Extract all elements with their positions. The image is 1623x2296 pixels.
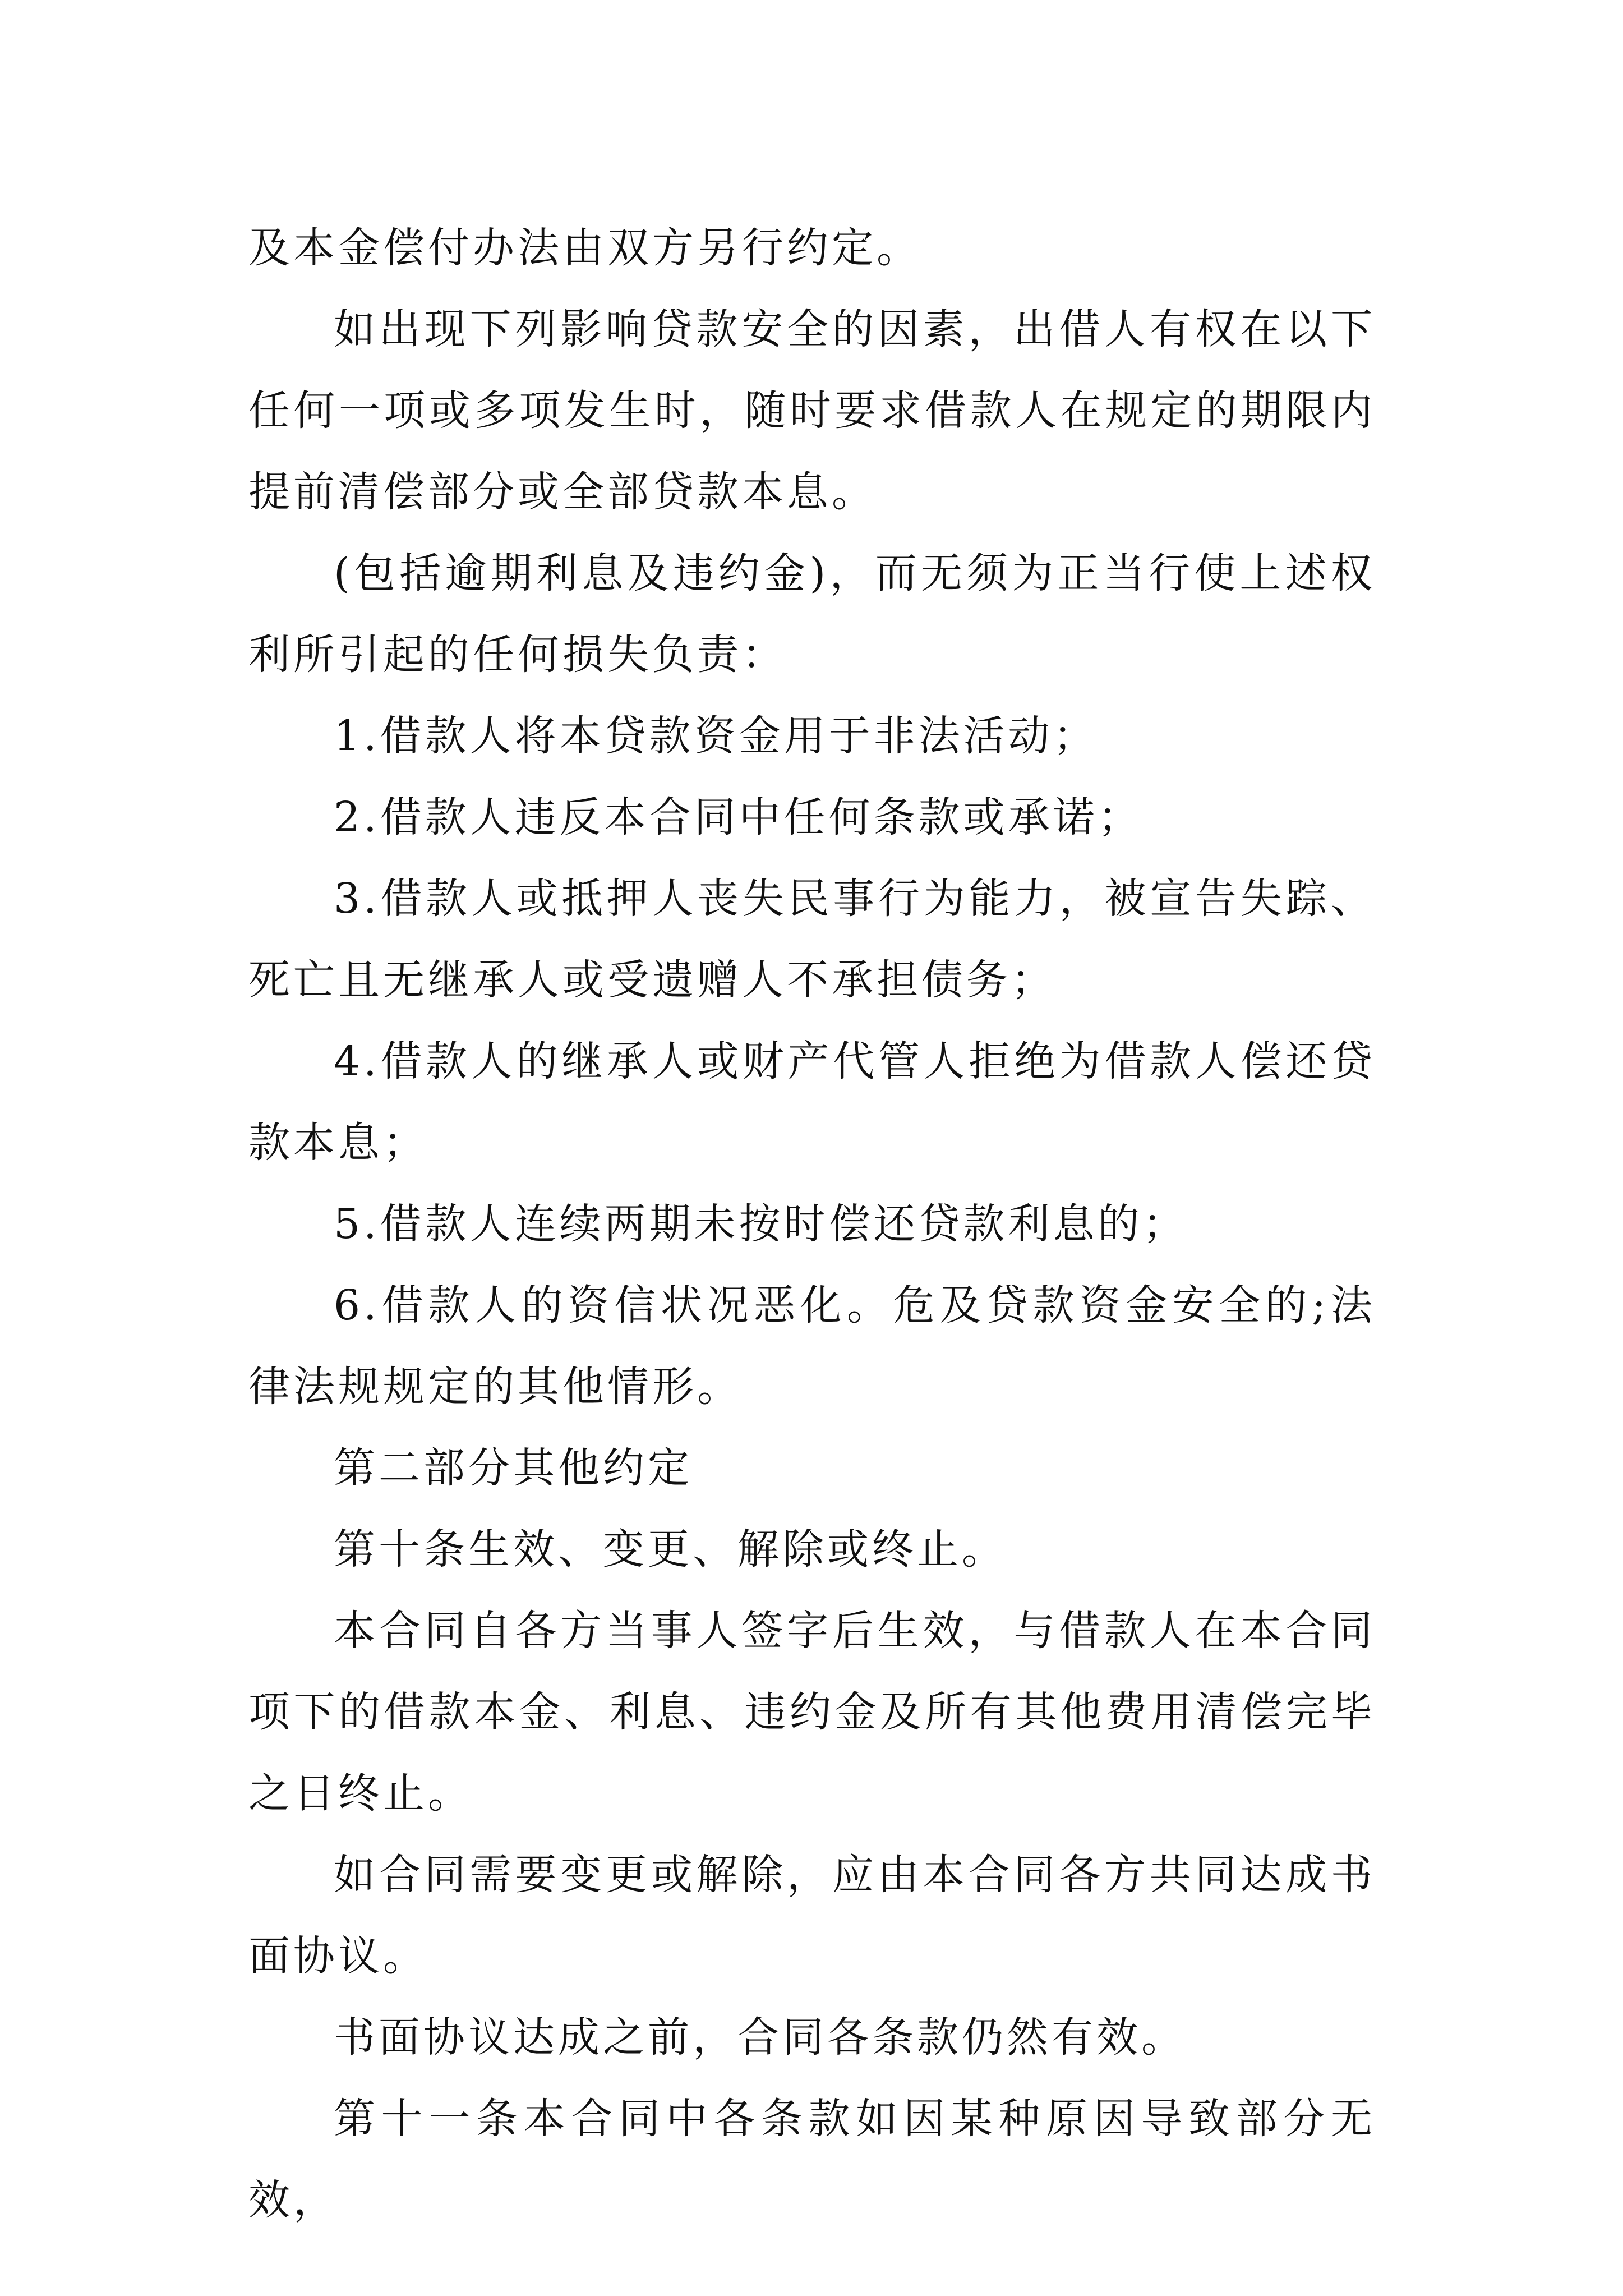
- list-item-3: 3.借款人或抵押人丧失民事行为能力，被宣告失踪、死亡且无继承人或受遗赠人不承担债务；: [248, 875, 1376, 1004]
- article-heading-10: 第十条生效、变更、解除或终止。: [334, 1525, 1007, 1573]
- paragraph-change: 如合同需要变更或解除，应由本合同各方共同达成书面协议。: [248, 1851, 1376, 1980]
- document-body: [248, 208, 1376, 2241]
- paragraph-validity: 书面协议达成之前，合同各条款仍然有效。: [334, 2013, 1186, 2062]
- list-item-4: 4.借款人的继承人或财产代管人拒绝为借款人偿还贷款本息；: [248, 1037, 1376, 1167]
- paragraph-2: 如出现下列影响贷款安全的因素，出借人有权在以下任何一项或多项发生时，随时要求借款人在规定的期限内提前清偿部分或全部贷款本息。: [248, 305, 1376, 516]
- list-item-2: 2.借款人违反本合同中任何条款或承诺；: [334, 793, 1143, 841]
- paragraph-effect: 本合同自各方当事人签字后生效，与借款人在本合同项下的借款本金、利息、违约金及所有其他费用清偿完毕之日终止。: [248, 1607, 1376, 1818]
- paragraph-3: (包括逾期利息及违约金)，而无须为正当行使上述权利所引起的任何损失负责：: [248, 549, 1376, 679]
- paragraph-1: 及本金偿付办法由双方另行约定。: [248, 224, 921, 272]
- list-item-5: 5.借款人连续两期未按时偿还贷款利息的；: [334, 1200, 1188, 1248]
- section-heading: 第二部分其他约定: [334, 1444, 693, 1492]
- list-item-6: 6.借款人的资信状况恶化。危及贷款资金安全的;法律法规规定的其他情形。: [248, 1281, 1376, 1411]
- list-item-1: 1.借款人将本贷款资金用于非法活动；: [334, 712, 1098, 760]
- article-heading-11: 第十一条本合同中各条款如因某种原因导致部分无效，: [248, 2095, 1376, 2224]
